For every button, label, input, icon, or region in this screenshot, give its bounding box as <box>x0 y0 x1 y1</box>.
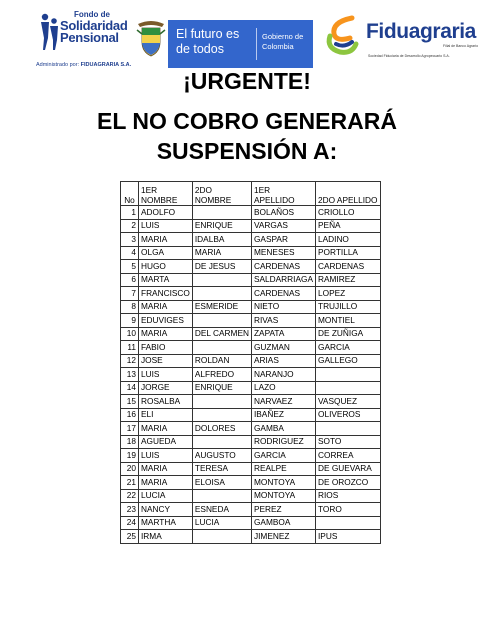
cell-2do-nombre <box>192 408 251 422</box>
header-2do-nombre: 2DO NOMBRE <box>192 182 251 206</box>
cell-1er-nombre: MARIA <box>139 476 193 490</box>
cell-1er-apellido: REALPE <box>251 462 315 476</box>
cell-2do-apellido: TRUJILLO <box>316 300 381 314</box>
cell-no: 3 <box>121 233 139 247</box>
table-row <box>121 435 381 449</box>
cell-2do-nombre <box>192 341 251 355</box>
fiduagraria-swirl-icon <box>322 14 362 60</box>
cell-2do-apellido: CORREA <box>316 449 381 463</box>
cell-1er-nombre: MARIA <box>139 422 193 436</box>
cell-1er-apellido: GAMBOA <box>251 516 315 530</box>
cell-2do-apellido: TORO <box>316 503 381 517</box>
table-row <box>121 462 381 476</box>
cell-1er-nombre: ELI <box>139 408 193 422</box>
table-row <box>121 219 381 233</box>
cell-1er-apellido: MENESES <box>251 246 315 260</box>
cell-no: 5 <box>121 260 139 274</box>
table-row <box>121 206 381 220</box>
fiduagraria-sociedad-caption: Sociedad Fiduciaria de Desarrollo Agropecuario S.A. <box>368 54 450 58</box>
cell-no: 16 <box>121 408 139 422</box>
cell-1er-apellido: IBAÑEZ <box>251 408 315 422</box>
table-row <box>121 476 381 490</box>
cell-1er-nombre: MARIA <box>139 462 193 476</box>
cell-2do-apellido: DE GUEVARA <box>316 462 381 476</box>
gov-subtitle: Gobierno de Colombia <box>262 32 304 51</box>
table-row <box>121 246 381 260</box>
cell-1er-apellido: NARVAEZ <box>251 395 315 409</box>
cell-2do-nombre <box>192 395 251 409</box>
cell-1er-apellido: MONTOYA <box>251 476 315 490</box>
cell-1er-apellido: CARDENAS <box>251 287 315 301</box>
cell-no: 12 <box>121 354 139 368</box>
fsp-line3: Pensional <box>60 30 119 45</box>
table-row <box>121 354 381 368</box>
cell-1er-nombre: MARIA <box>139 327 193 341</box>
cell-2do-nombre <box>192 287 251 301</box>
fiduagraria-filial-caption: Filial de Banco Agrario <box>443 44 479 48</box>
cell-2do-apellido <box>316 381 381 395</box>
cell-2do-nombre <box>192 530 251 544</box>
cell-1er-apellido: GASPAR <box>251 233 315 247</box>
cell-2do-nombre <box>192 435 251 449</box>
cell-1er-apellido: ARIAS <box>251 354 315 368</box>
beneficiaries-table <box>120 181 381 544</box>
cell-2do-apellido: DE ZUÑIGA <box>316 327 381 341</box>
cell-1er-nombre: JORGE <box>139 381 193 395</box>
table-row <box>121 233 381 247</box>
cell-1er-apellido: ZAPATA <box>251 327 315 341</box>
cell-2do-nombre: ELOISA <box>192 476 251 490</box>
cell-2do-nombre: ESNEDA <box>192 503 251 517</box>
fsp-admin-name: FIDUAGRARIA S.A. <box>80 62 132 68</box>
cell-2do-apellido: RIOS <box>316 489 381 503</box>
cell-1er-apellido: RODRIGUEZ <box>251 435 315 449</box>
cell-1er-nombre: LUIS <box>139 219 193 233</box>
table-row <box>121 368 381 382</box>
cell-2do-apellido: LOPEZ <box>316 287 381 301</box>
cell-1er-nombre: JOSE <box>139 354 193 368</box>
cell-1er-apellido: NARANJO <box>251 368 315 382</box>
cell-1er-nombre: EDUVIGES <box>139 314 193 328</box>
cell-2do-apellido: OLIVEROS <box>316 408 381 422</box>
cell-no: 13 <box>121 368 139 382</box>
cell-2do-apellido: LADINO <box>316 233 381 247</box>
cell-1er-nombre: MARIA <box>139 233 193 247</box>
cell-2do-apellido: PORTILLA <box>316 246 381 260</box>
cell-2do-apellido: MONTIEL <box>316 314 381 328</box>
cell-2do-nombre: DE JESUS <box>192 260 251 274</box>
cell-1er-apellido: BOLAÑOS <box>251 206 315 220</box>
cell-no: 25 <box>121 530 139 544</box>
cell-2do-apellido: CRIOLLO <box>316 206 381 220</box>
cell-no: 8 <box>121 300 139 314</box>
cell-no: 19 <box>121 449 139 463</box>
cell-2do-nombre <box>192 206 251 220</box>
warning-heading-line1: EL NO COBRO GENERARÁ <box>97 108 397 134</box>
cell-no: 21 <box>121 476 139 490</box>
cell-2do-nombre: MARIA <box>192 246 251 260</box>
cell-1er-apellido: GARCIA <box>251 449 315 463</box>
header-1er-nombre: 1ER NOMBRE <box>139 182 193 206</box>
cell-no: 23 <box>121 503 139 517</box>
cell-2do-nombre: ESMERIDE <box>192 300 251 314</box>
table-row <box>121 341 381 355</box>
table-row <box>121 503 381 517</box>
cell-no: 14 <box>121 381 139 395</box>
cell-2do-apellido: IPUS <box>316 530 381 544</box>
cell-1er-apellido: GAMBA <box>251 422 315 436</box>
header-1er-apellido: 1ER APELLIDO <box>251 182 315 206</box>
cell-no: 24 <box>121 516 139 530</box>
gov-divider <box>256 28 257 60</box>
table-row <box>121 287 381 301</box>
table-row <box>121 314 381 328</box>
cell-no: 17 <box>121 422 139 436</box>
cell-1er-nombre: FRANCISCO <box>139 287 193 301</box>
fondo-solidaridad-pensional-logo <box>36 10 132 72</box>
table-row <box>121 449 381 463</box>
cell-2do-nombre: ENRIQUE <box>192 381 251 395</box>
cell-2do-apellido: GALLEGO <box>316 354 381 368</box>
cell-no: 22 <box>121 489 139 503</box>
cell-1er-nombre: LUCIA <box>139 489 193 503</box>
cell-1er-nombre: MARTA <box>139 273 193 287</box>
cell-1er-nombre: IRMA <box>139 530 193 544</box>
cell-1er-apellido: GUZMAN <box>251 341 315 355</box>
cell-1er-apellido: CARDENAS <box>251 260 315 274</box>
cell-no: 1 <box>121 206 139 220</box>
cell-1er-nombre: AGUEDA <box>139 435 193 449</box>
cell-2do-nombre <box>192 314 251 328</box>
cell-no: 4 <box>121 246 139 260</box>
cell-2do-apellido: PEÑA <box>316 219 381 233</box>
cell-1er-apellido: MONTOYA <box>251 489 315 503</box>
cell-1er-nombre: LUIS <box>139 368 193 382</box>
cell-2do-nombre: IDALBA <box>192 233 251 247</box>
cell-no: 2 <box>121 219 139 233</box>
cell-2do-apellido: DE OROZCO <box>316 476 381 490</box>
cell-1er-nombre: HUGO <box>139 260 193 274</box>
gov-slogan: El futuro es de todos <box>176 27 240 56</box>
table-header-row <box>121 182 381 206</box>
cell-1er-nombre: LUIS <box>139 449 193 463</box>
cell-1er-apellido: JIMENEZ <box>251 530 315 544</box>
table-row <box>121 260 381 274</box>
header-2do-apellido: 2DO APELLIDO <box>316 182 381 206</box>
people-figures-icon <box>38 12 60 52</box>
table-row <box>121 408 381 422</box>
table-row <box>121 530 381 544</box>
cell-2do-nombre: AUGUSTO <box>192 449 251 463</box>
cell-no: 6 <box>121 273 139 287</box>
fsp-line1: Fondo de <box>74 10 110 19</box>
table-row <box>121 273 381 287</box>
table-row <box>121 395 381 409</box>
cell-2do-nombre: ROLDAN <box>192 354 251 368</box>
warning-heading-line2: SUSPENSIÓN A: <box>156 138 338 164</box>
cell-2do-nombre: DOLORES <box>192 422 251 436</box>
cell-no: 10 <box>121 327 139 341</box>
cell-2do-apellido: GARCIA <box>316 341 381 355</box>
cell-no: 18 <box>121 435 139 449</box>
cell-2do-apellido: SOTO <box>316 435 381 449</box>
table-row <box>121 381 381 395</box>
cell-no: 11 <box>121 341 139 355</box>
table-row <box>121 516 381 530</box>
cell-2do-nombre: ENRIQUE <box>192 219 251 233</box>
cell-1er-nombre: FABIO <box>139 341 193 355</box>
logo-strip <box>0 0 494 78</box>
table-row <box>121 300 381 314</box>
fiduagraria-wordmark: Fiduagraria <box>366 20 476 43</box>
cell-2do-apellido: VASQUEZ <box>316 395 381 409</box>
table-row <box>121 422 381 436</box>
table-row <box>121 489 381 503</box>
cell-no: 15 <box>121 395 139 409</box>
cell-1er-apellido: PEREZ <box>251 503 315 517</box>
cell-1er-apellido: NIETO <box>251 300 315 314</box>
cell-1er-apellido: RIVAS <box>251 314 315 328</box>
cell-2do-nombre: TERESA <box>192 462 251 476</box>
cell-1er-apellido: VARGAS <box>251 219 315 233</box>
cell-2do-nombre: DEL CARMEN <box>192 327 251 341</box>
table-row <box>121 327 381 341</box>
cell-1er-nombre: MARTHA <box>139 516 193 530</box>
cell-1er-nombre: ROSALBA <box>139 395 193 409</box>
header-no: No <box>121 182 139 206</box>
cell-1er-nombre: NANCY <box>139 503 193 517</box>
table-body <box>121 206 381 544</box>
cell-2do-apellido: RAMIREZ <box>316 273 381 287</box>
cell-2do-apellido <box>316 422 381 436</box>
fsp-wordmark <box>60 10 128 44</box>
cell-2do-nombre: LUCIA <box>192 516 251 530</box>
cell-2do-apellido: CARDENAS <box>316 260 381 274</box>
fsp-line2: Solidaridad <box>60 18 128 33</box>
cell-2do-nombre <box>192 489 251 503</box>
cell-no: 7 <box>121 287 139 301</box>
colombia-coat-of-arms-icon <box>136 20 166 58</box>
cell-1er-apellido: LAZO <box>251 381 315 395</box>
cell-2do-nombre <box>192 273 251 287</box>
cell-no: 9 <box>121 314 139 328</box>
cell-2do-apellido <box>316 516 381 530</box>
cell-2do-apellido <box>316 368 381 382</box>
gobierno-colombia-banner <box>168 20 313 68</box>
cell-2do-nombre: ALFREDO <box>192 368 251 382</box>
cell-1er-nombre: OLGA <box>139 246 193 260</box>
urgent-heading: ¡URGENTE! <box>183 68 311 94</box>
cell-1er-nombre: ADOLFO <box>139 206 193 220</box>
cell-1er-nombre: MARIA <box>139 300 193 314</box>
cell-no: 20 <box>121 462 139 476</box>
cell-1er-apellido: SALDARRIAGA <box>251 273 315 287</box>
fsp-admin-label: Administrado por: <box>36 62 80 68</box>
